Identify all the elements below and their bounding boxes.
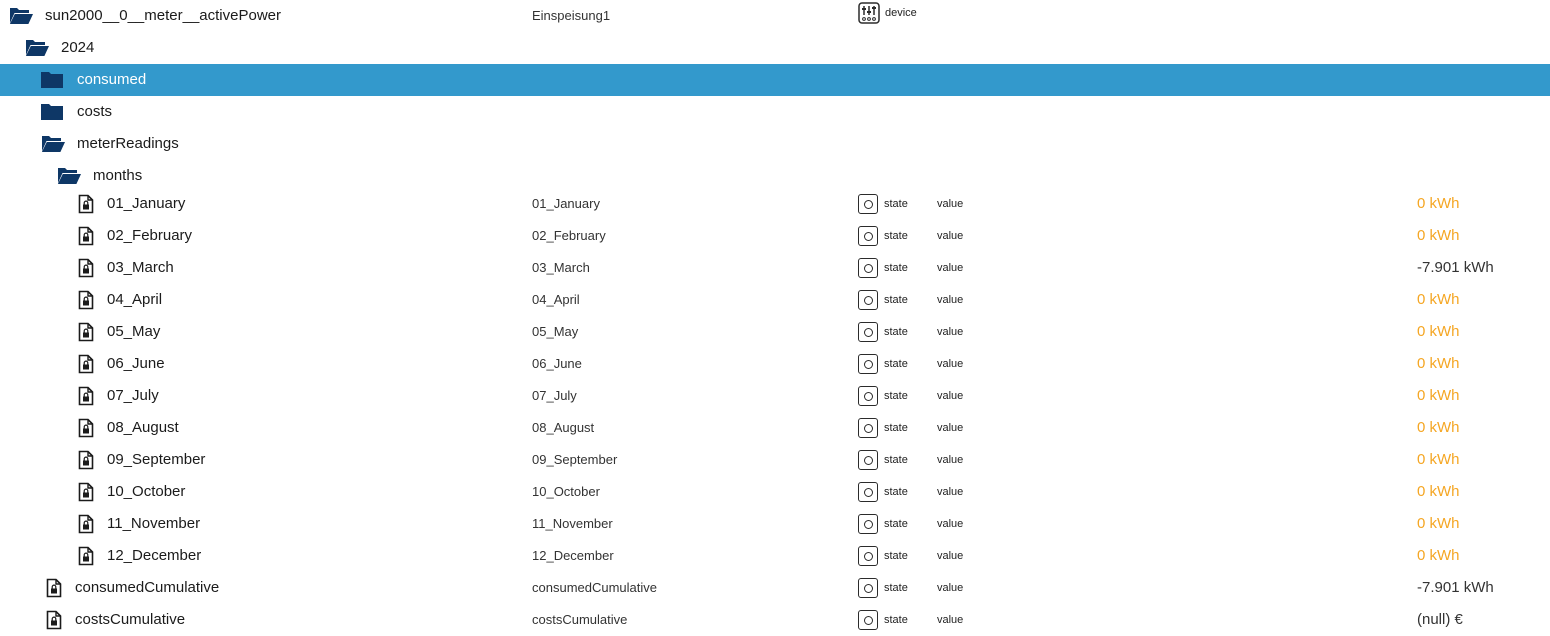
state-icon <box>858 610 878 630</box>
state-row-09-september[interactable] <box>0 444 1550 476</box>
tree-row-root[interactable] <box>0 0 1550 32</box>
tree-row-label: 07_July <box>107 387 159 404</box>
value-cell[interactable]: 0 kWh <box>1417 515 1460 532</box>
value-cell[interactable]: 0 kWh <box>1417 227 1460 244</box>
role-label: state <box>884 262 908 274</box>
state-icon <box>858 482 878 502</box>
tree-row-label: 04_April <box>107 291 163 308</box>
value-cell[interactable]: 0 kWh <box>1417 451 1460 468</box>
role-label: state <box>884 326 908 338</box>
tree-row-label: 11_November <box>107 515 201 532</box>
role-label: state <box>884 518 908 530</box>
state-row-12-december[interactable] <box>0 540 1550 572</box>
tree-row-label: 2024 <box>61 39 95 56</box>
state-file-icon[interactable] <box>78 258 94 278</box>
type-label: value <box>937 230 964 242</box>
state-file-icon[interactable] <box>78 194 94 214</box>
object-name: consumedCumulative <box>532 580 658 595</box>
tree-row-consumed[interactable] <box>0 64 1550 96</box>
value-cell[interactable]: 0 kWh <box>1417 291 1460 308</box>
state-file-icon[interactable] <box>78 386 94 406</box>
folder-open-icon[interactable] <box>24 38 50 58</box>
tree-row-label: sun2000__0__meter__activePower <box>45 7 281 24</box>
type-label: value <box>937 262 964 274</box>
role-label: state <box>884 294 908 306</box>
state-role <box>858 321 908 343</box>
role-label: device <box>885 7 917 19</box>
role-label: state <box>884 582 908 594</box>
object-name: 12_December <box>532 548 614 563</box>
state-file-icon[interactable] <box>78 418 94 438</box>
tree-row-label: 09_September <box>107 451 206 468</box>
tree-row-label: consumedCumulative <box>75 579 220 596</box>
type-label: value <box>937 454 964 466</box>
value-cell[interactable]: -7.901 kWh <box>1417 579 1494 596</box>
state-role <box>858 545 908 567</box>
role-label: state <box>884 486 908 498</box>
role-label: state <box>884 358 908 370</box>
type-label: value <box>937 198 964 210</box>
state-file-icon[interactable] <box>78 290 94 310</box>
device-role <box>858 2 917 24</box>
state-row-05-may[interactable] <box>0 316 1550 348</box>
type-label: value <box>937 614 964 626</box>
object-name: 07_July <box>532 388 577 403</box>
state-row-06-june[interactable] <box>0 348 1550 380</box>
state-role <box>858 577 908 599</box>
state-icon <box>858 450 878 470</box>
state-role <box>858 513 908 535</box>
value-cell[interactable]: 0 kWh <box>1417 419 1460 436</box>
value-cell[interactable]: 0 kWh <box>1417 547 1460 564</box>
role-label: state <box>884 550 908 562</box>
tree-row-label: 06_June <box>107 355 165 372</box>
folder-closed-icon[interactable] <box>40 71 64 89</box>
state-icon <box>858 546 878 566</box>
state-role <box>858 609 908 631</box>
state-file-icon[interactable] <box>78 482 94 502</box>
object-name: Einspeisung1 <box>532 8 611 23</box>
state-icon <box>858 354 878 374</box>
state-icon <box>858 514 878 534</box>
tree-row-label: 03_March <box>107 259 174 276</box>
tree-row-label: 02_February <box>107 227 193 244</box>
tree-row-label: costsCumulative <box>75 611 186 628</box>
state-row-08-august[interactable] <box>0 412 1550 444</box>
type-label: value <box>937 550 964 562</box>
tree-row-2024[interactable] <box>0 32 1550 64</box>
state-row-03-march[interactable] <box>0 252 1550 284</box>
folder-open-icon[interactable] <box>8 6 34 26</box>
state-file-icon[interactable] <box>78 226 94 246</box>
state-role <box>858 257 908 279</box>
role-label: state <box>884 454 908 466</box>
object-name: 04_April <box>532 292 580 307</box>
state-file-icon[interactable] <box>46 610 62 630</box>
state-row-11-november[interactable] <box>0 508 1550 540</box>
type-label: value <box>937 518 964 530</box>
value-cell[interactable]: 0 kWh <box>1417 355 1460 372</box>
state-icon <box>858 258 878 278</box>
folder-open-icon[interactable] <box>40 134 66 154</box>
state-role <box>858 289 908 311</box>
state-role <box>858 449 908 471</box>
state-row-07-july[interactable] <box>0 380 1550 412</box>
role-label: state <box>884 422 908 434</box>
state-icon <box>858 194 878 214</box>
tree-row-label: months <box>93 167 143 184</box>
state-file-icon[interactable] <box>78 546 94 566</box>
state-role <box>858 417 908 439</box>
tree-row-label: 12_December <box>107 547 202 564</box>
state-icon <box>858 418 878 438</box>
role-label: state <box>884 614 908 626</box>
object-name: 11_November <box>532 516 613 531</box>
tree-row-label: 10_October <box>107 483 186 500</box>
value-cell[interactable]: 0 kWh <box>1417 483 1460 500</box>
value-cell[interactable]: 0 kWh <box>1417 387 1460 404</box>
tree-row-costs[interactable] <box>0 96 1550 128</box>
tree-row-label: meterReadings <box>77 135 179 152</box>
tree-row-meter-readings[interactable] <box>0 128 1550 160</box>
state-role <box>858 385 908 407</box>
object-name: 01_January <box>532 196 600 211</box>
device-icon <box>858 2 880 24</box>
state-icon <box>858 386 878 406</box>
tree-row-label: costs <box>77 103 113 120</box>
state-icon <box>858 226 878 246</box>
state-file-icon[interactable] <box>46 578 62 598</box>
object-name: 02_February <box>532 228 606 243</box>
state-role <box>858 193 908 215</box>
type-label: value <box>937 422 964 434</box>
folder-closed-icon[interactable] <box>40 103 64 121</box>
state-row-consumedcumulative[interactable] <box>0 572 1550 604</box>
state-row-10-october[interactable] <box>0 476 1550 508</box>
state-icon <box>858 322 878 342</box>
object-name: 06_June <box>532 356 582 371</box>
state-icon <box>858 578 878 598</box>
tree-row-label: 08_August <box>107 419 179 436</box>
state-icon <box>858 290 878 310</box>
state-row-01-january[interactable] <box>0 188 1550 220</box>
object-name: 03_March <box>532 260 590 275</box>
tree-row-label: consumed <box>77 71 147 88</box>
folder-open-icon[interactable] <box>56 166 82 186</box>
object-name: 05_May <box>532 324 579 339</box>
tree-row-label: 05_May <box>107 323 161 340</box>
state-file-icon[interactable] <box>78 514 94 534</box>
object-name: costsCumulative <box>532 612 628 627</box>
state-file-icon[interactable] <box>78 322 94 342</box>
state-row-costscumulative[interactable] <box>0 604 1550 636</box>
type-label: value <box>937 294 964 306</box>
state-role <box>858 353 908 375</box>
role-label: state <box>884 198 908 210</box>
role-label: state <box>884 230 908 242</box>
state-role <box>858 225 908 247</box>
type-label: value <box>937 358 964 370</box>
value-cell[interactable]: 0 kWh <box>1417 323 1460 340</box>
state-row-04-april[interactable] <box>0 284 1550 316</box>
state-file-icon[interactable] <box>78 450 94 470</box>
object-name: 08_August <box>532 420 595 435</box>
type-label: value <box>937 486 964 498</box>
value-cell[interactable]: (null) € <box>1417 611 1463 628</box>
state-role <box>858 481 908 503</box>
object-name: 10_October <box>532 484 600 499</box>
tree-row-label: 01_January <box>107 195 186 212</box>
object-name: 09_September <box>532 452 618 467</box>
state-file-icon[interactable] <box>78 354 94 374</box>
value-cell[interactable]: -7.901 kWh <box>1417 259 1494 276</box>
type-label: value <box>937 582 964 594</box>
role-label: state <box>884 390 908 402</box>
value-cell[interactable]: 0 kWh <box>1417 195 1460 212</box>
type-label: value <box>937 390 964 402</box>
state-row-02-february[interactable] <box>0 220 1550 252</box>
type-label: value <box>937 326 964 338</box>
